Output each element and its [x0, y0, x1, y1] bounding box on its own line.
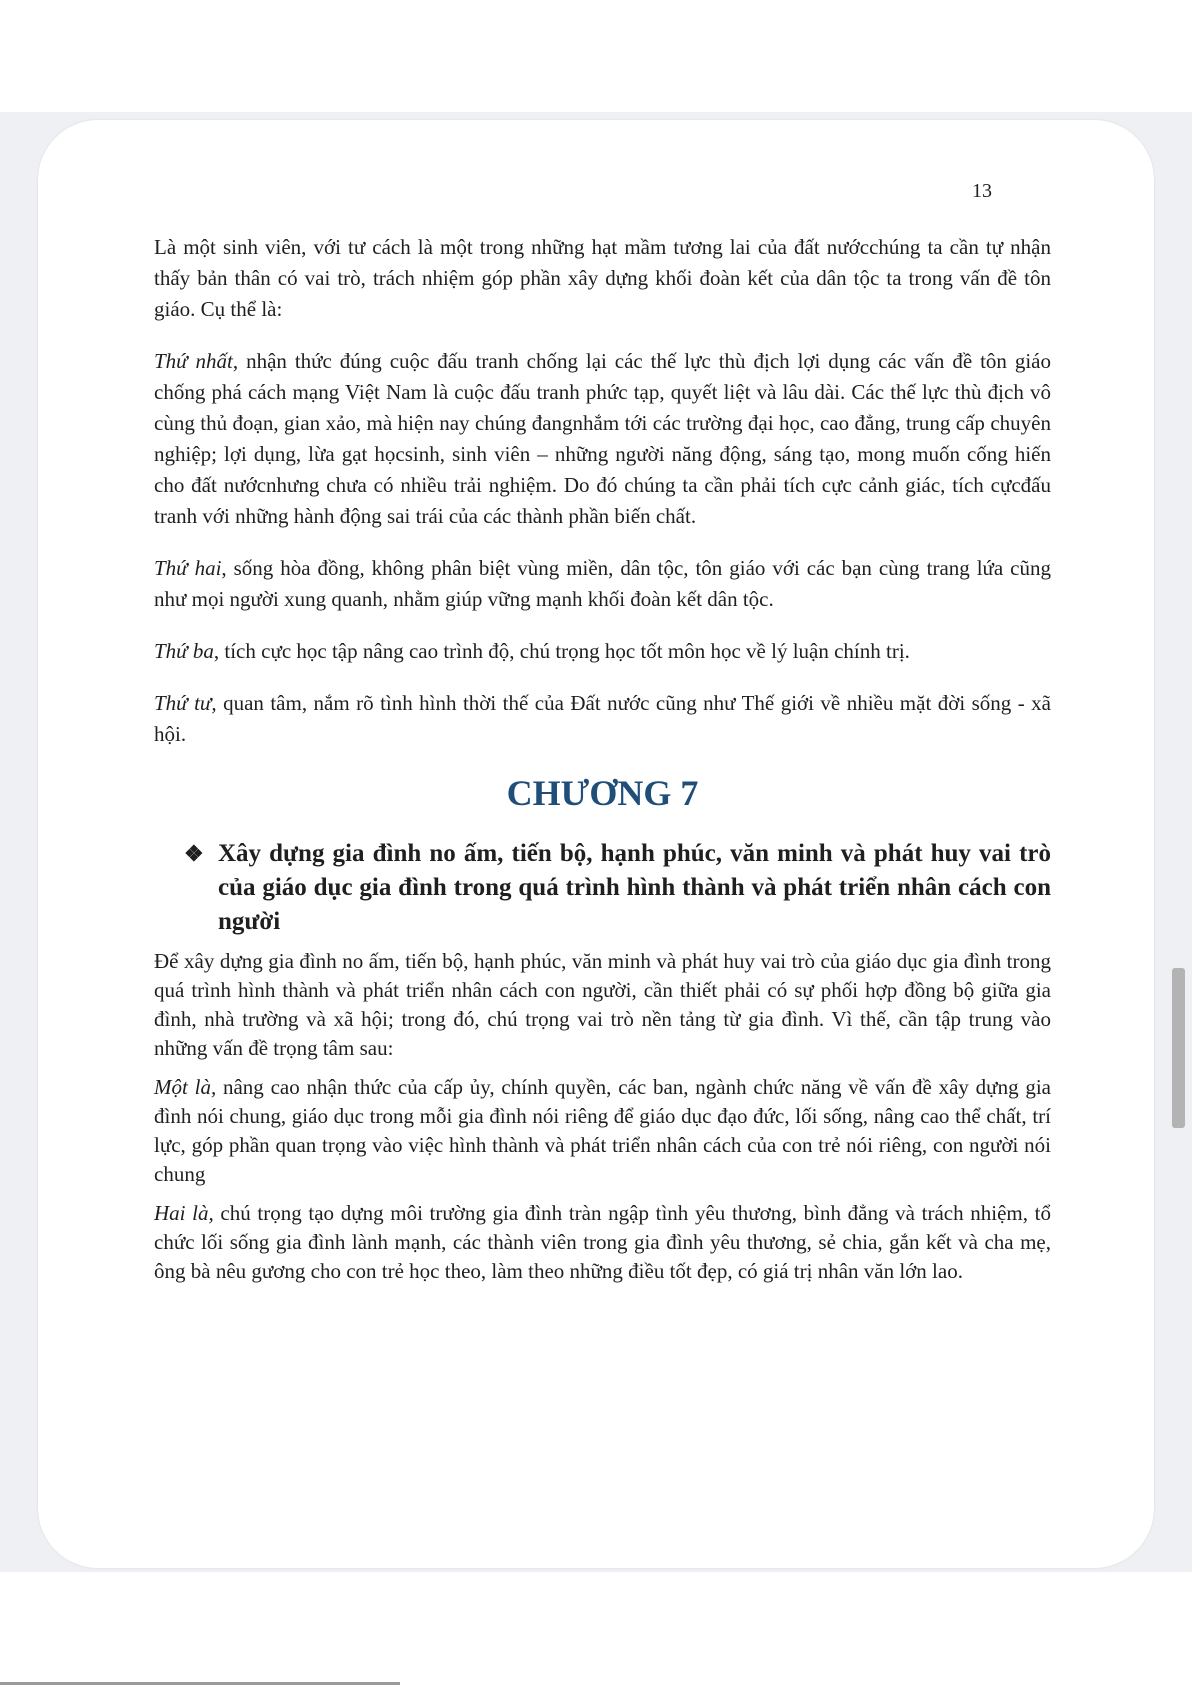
section-intro: Để xây dựng gia đình no ấm, tiến bộ, hạnh phúc, văn minh và phát huy vai trò của giáo dục gia đình trong quá trình hình thành và phát triển nhân cách con người, cần thiết phải có sự phối hợp đồng bộ giữa gia đình, nhà trường và xã hội; trong đó, chú trọng vai trò nền tảng từ gia đình. Vì thế, cần tập trung vào những vấn đề trọng tâm sau: [154, 949, 1051, 1060]
scrollbar-thumb[interactable] [1172, 968, 1185, 1128]
point-text: , tích cực học tập nâng cao trình độ, chú trọng học tốt môn học về lý luận chính trị. [213, 639, 910, 663]
point-third [154, 636, 1051, 667]
point-first [154, 346, 1051, 532]
intro-paragraph: Là một sinh viên, với tư cách là một trong những hạt mầm tương lai của đất nướcchúng ta cần tự nhận thấy bản thân có vai trò, trách nhiệm góp phần xây dựng khối đoàn kết của dân tộc ta trong vấn đề tôn giáo. Cụ thể là: [154, 235, 1051, 321]
section-heading [154, 837, 1051, 939]
point-text: quan tâm, nắm rõ tình hình thời thế của Đất nước cũng như Thế giới về nhiều mặt đời sống - xã hội. [154, 691, 1051, 746]
point-one [154, 1073, 1051, 1189]
page-content [154, 232, 1051, 1296]
point-lead: Thứ tư, [154, 691, 217, 715]
point-text: , nhận thức đúng cuộc đấu tranh chống lại các thế lực thù địch lợi dụng các vấn đề tôn giáo chống phá cách mạng Việt Nam là cuộc đấu tranh phức tạp, quyết liệt và lâu dài. Các thế lực thù địch vô cùng thủ đoạn, gian xảo, mà hiện nay chúng đangnhắm tới các trường đại học, cao đẳng, trung cấp chuyên nghiệp; lợi dụng, lừa gạt họcsinh, sinh viên – những người năng động, sáng tạo, mong muốn cống hiến cho đất nướcnhưng chưa có nhiều trải nghiệm. Do đó chúng ta cần phải tích cực cảnh giác, tích cựcđấu tranh với những hành động sai trái của các thành phần biến chất. [154, 349, 1052, 528]
diamond-bullet-icon: ❖ [184, 841, 204, 866]
point-second [154, 553, 1051, 615]
point-lead: Thứ ba [154, 639, 214, 663]
point-text: , sống hòa đồng, không phân biệt vùng miền, dân tộc, tôn giáo với các bạn cùng trang lứa cũng như mọi người xung quanh, nhằm giúp vững mạnh khối đoàn kết dân tộc. [154, 556, 1051, 611]
section-heading-text: Xây dựng gia đình no ấm, tiến bộ, hạnh phúc, văn minh và phát huy vai trò của giáo dục gia đình trong quá trình hình thành và phát triển nhân cách con người [218, 840, 1051, 935]
document-page [38, 120, 1154, 1568]
point-two [154, 1199, 1051, 1286]
point-fourth [154, 688, 1051, 750]
page-number: 13 [972, 180, 992, 202]
point-lead: Thứ hai [154, 556, 222, 580]
point-lead: Hai là, [154, 1201, 214, 1225]
point-text: chú trọng tạo dựng môi trường gia đình tràn ngập tình yêu thương, bình đẳng và trách nhiệm, tổ chức lối sống gia đình lành mạnh, các thành viên trong gia đình yêu thương, sẻ chia, gắn kết và cha mẹ, ông bà nêu gương cho con trẻ học theo, làm theo những điều tốt đẹp, có giá trị nhân văn lớn lao. [154, 1201, 1051, 1283]
chapter-title: CHƯƠNG 7 [506, 773, 699, 813]
point-lead: Thứ nhất [154, 349, 233, 373]
point-lead: Một là, [154, 1075, 217, 1099]
point-text: nâng cao nhận thức của cấp ủy, chính quyền, các ban, ngành chức năng về vấn đề xây dựng gia đình nói chung, giáo dục trong mỗi gia đình nói riêng để giáo dục đạo đức, lối sống, nâng cao thể chất, trí lực, góp phần quan trọng vào việc hình thành và phát triển nhân cách của con trẻ nói riêng, con người nói chung [154, 1075, 1052, 1186]
